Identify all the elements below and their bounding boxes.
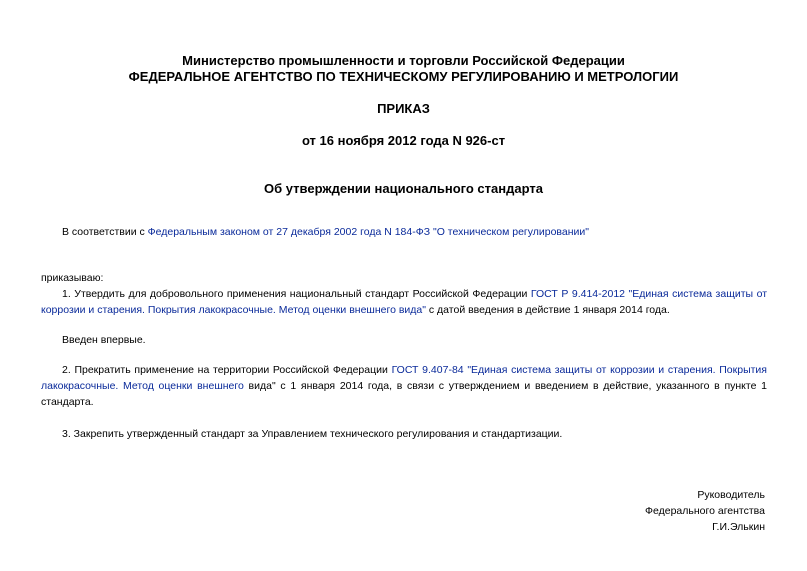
gost-r-9-414-2012-link[interactable]: ГОСТ Р 9.414-2012 "Единая система защиты от коррозии и старения. Покрытия лакокрасочные. Метод оценки внешнего вида" [41, 288, 768, 316]
order-word: приказываю: [41, 272, 104, 284]
signatory-title-line-2: Федерального агентства [645, 505, 765, 517]
signatory-name: Г.И.Элькин [712, 521, 765, 533]
intro-prefix: В соответствии с [62, 226, 148, 238]
agency-heading: ФЕДЕРАЛЬНОЕ АГЕНТСТВО ПО ТЕХНИЧЕСКОМУ РЕГУЛИРОВАНИЮ И МЕТРОЛОГИИ [128, 69, 679, 84]
item-2-prefix: 2. Прекратить применение на территории Российской Федерации [62, 364, 392, 376]
item-2-suffix: вида" с 1 января 2014 года, в связи с утверждением и введением в действие, указанного в пункте 1 стандарта. [41, 380, 767, 408]
item-1-suffix: с датой введения в действие 1 января 2014 года. [425, 304, 670, 316]
ministry-heading: Министерство промышленности и торговли Российской Федерации [182, 53, 625, 68]
intro-paragraph [62, 224, 589, 240]
order-date-number: от 16 ноября 2012 года N 926-ст [301, 133, 506, 148]
introduced-first-note: Введен впервые. [62, 334, 146, 346]
federal-law-link[interactable]: Федеральным законом от 27 декабря 2002 года N 184-ФЗ "О техническом регулировании" [147, 226, 589, 238]
item-2-paragraph [41, 362, 767, 410]
document-subject: Об утверждении национального стандарта [264, 181, 543, 196]
document-type: ПРИКАЗ [377, 101, 430, 116]
signatory-title-line-1: Руководитель [697, 489, 765, 501]
item-1-prefix: 1. Утвердить для добровольного применения национальный стандарт Российской Федерации [62, 288, 531, 300]
item-3-paragraph: 3. Закрепить утвержденный стандарт за Управлением технического регулирования и стандартизации. [62, 428, 563, 440]
item-1-paragraph [41, 286, 767, 318]
gost-9-407-84-link[interactable]: ГОСТ 9.407-84 "Единая система защиты от коррозии и старения. Покрытия лакокрасочные. Метод оценки внешнего [41, 364, 767, 392]
